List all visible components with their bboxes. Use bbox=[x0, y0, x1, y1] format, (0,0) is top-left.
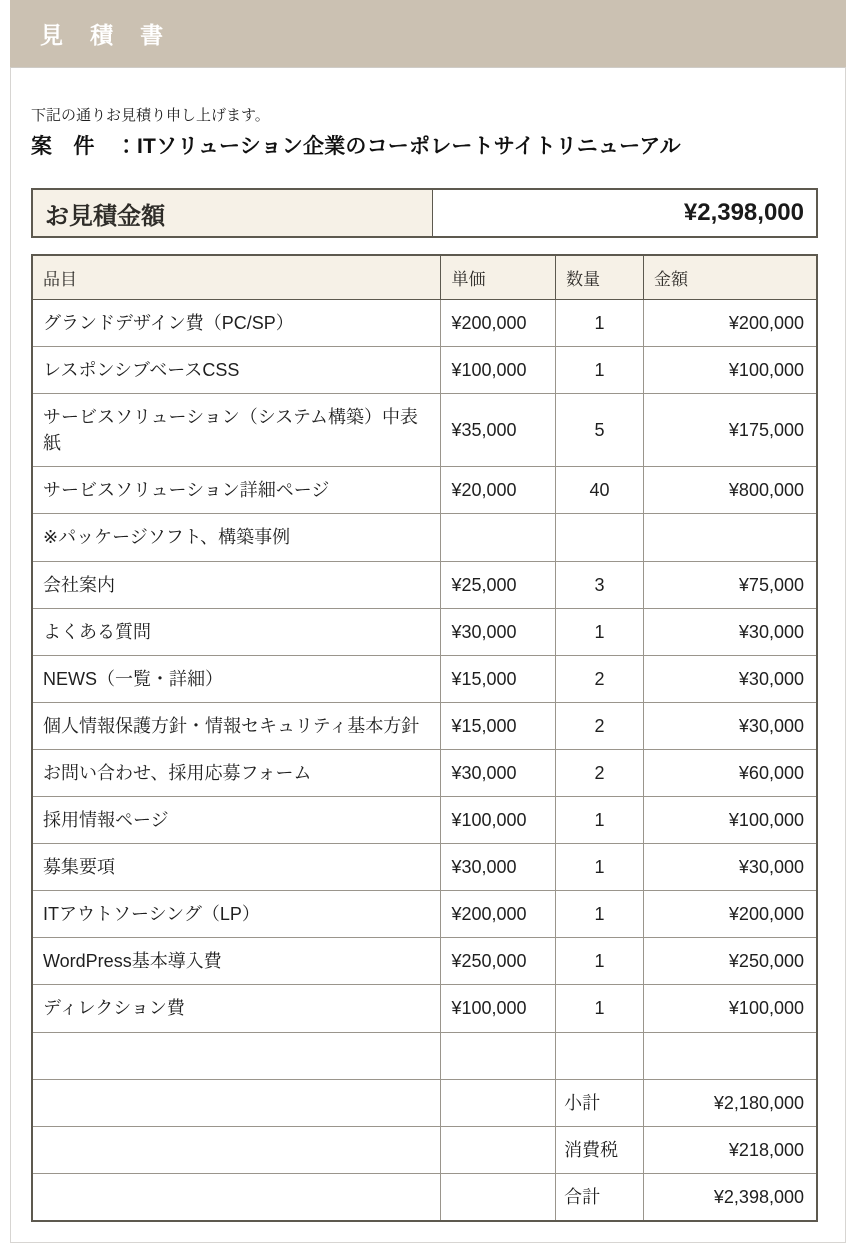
amount-cell: ¥200,000 bbox=[644, 300, 818, 347]
unit-price-cell: ¥20,000 bbox=[441, 467, 556, 514]
unit-price-cell: ¥200,000 bbox=[441, 891, 556, 938]
amount-cell: ¥200,000 bbox=[644, 891, 818, 938]
table-row bbox=[32, 749, 817, 796]
item-name-cell: レスポンシブベースCSS bbox=[32, 347, 441, 394]
table-row bbox=[32, 891, 817, 938]
estimate-amount-row bbox=[32, 189, 817, 237]
table-row bbox=[32, 514, 817, 561]
item-name-cell: 会社案内 bbox=[32, 561, 441, 608]
column-header-amount: 金額 bbox=[644, 255, 818, 300]
item-name-cell: グランドデザイン費（PC/SP） bbox=[32, 300, 441, 347]
quantity-cell: 5 bbox=[556, 394, 644, 467]
table-row bbox=[32, 938, 817, 985]
item-name-cell: ディレクション費 bbox=[32, 985, 441, 1032]
quantity-cell: 1 bbox=[556, 938, 644, 985]
item-name-cell: 個人情報保護方針・情報セキュリティ基本方針 bbox=[32, 702, 441, 749]
amount-cell: ¥250,000 bbox=[644, 938, 818, 985]
unit-price-cell: ¥100,000 bbox=[441, 985, 556, 1032]
unit-price-cell bbox=[441, 514, 556, 561]
unit-price-cell: ¥250,000 bbox=[441, 938, 556, 985]
subject-line: 案 件 ：ITソリューション企業のコーポレートサイトリニューアル bbox=[31, 135, 681, 158]
unit-price-cell: ¥15,000 bbox=[441, 655, 556, 702]
unit-price-cell: ¥25,000 bbox=[441, 561, 556, 608]
amount-cell: ¥30,000 bbox=[644, 844, 818, 891]
item-name-cell: WordPress基本導入費 bbox=[32, 938, 441, 985]
unit-price-cell: ¥35,000 bbox=[441, 394, 556, 467]
quantity-cell: 1 bbox=[556, 844, 644, 891]
quantity-cell bbox=[556, 514, 644, 561]
table-row bbox=[32, 1032, 817, 1079]
document-card bbox=[10, 67, 846, 1243]
quantity-cell: 2 bbox=[556, 749, 644, 796]
table-row bbox=[32, 1126, 817, 1173]
item-name-cell bbox=[32, 1173, 441, 1221]
item-name-cell: 採用情報ページ bbox=[32, 797, 441, 844]
quantity-cell: 1 bbox=[556, 608, 644, 655]
unit-price-cell: ¥15,000 bbox=[441, 702, 556, 749]
column-header-qty: 数量 bbox=[556, 255, 644, 300]
line-items-table bbox=[31, 254, 818, 1222]
unit-price-cell bbox=[441, 1173, 556, 1221]
table-row bbox=[32, 394, 817, 467]
amount-cell: ¥30,000 bbox=[644, 655, 818, 702]
unit-price-cell bbox=[441, 1079, 556, 1126]
quantity-cell: 消費税 bbox=[556, 1126, 644, 1173]
unit-price-cell bbox=[441, 1032, 556, 1079]
unit-price-cell: ¥200,000 bbox=[441, 300, 556, 347]
amount-cell bbox=[644, 514, 818, 561]
quantity-cell: 小計 bbox=[556, 1079, 644, 1126]
unit-price-cell: ¥100,000 bbox=[441, 347, 556, 394]
quantity-cell bbox=[556, 1032, 644, 1079]
table-row bbox=[32, 655, 817, 702]
table-row bbox=[32, 608, 817, 655]
amount-cell: ¥100,000 bbox=[644, 347, 818, 394]
item-name-cell: 募集要項 bbox=[32, 844, 441, 891]
table-row bbox=[32, 561, 817, 608]
amount-cell: ¥75,000 bbox=[644, 561, 818, 608]
column-header-item: 品目 bbox=[32, 255, 441, 300]
quantity-cell: 1 bbox=[556, 985, 644, 1032]
quantity-cell: 3 bbox=[556, 561, 644, 608]
unit-price-cell: ¥100,000 bbox=[441, 797, 556, 844]
quantity-cell: 1 bbox=[556, 347, 644, 394]
quantity-cell: 1 bbox=[556, 797, 644, 844]
table-row bbox=[32, 347, 817, 394]
amount-cell: ¥2,180,000 bbox=[644, 1079, 818, 1126]
greeting-text: 下記の通りお見積り申し上げます。 bbox=[31, 107, 270, 124]
item-name-cell: お問い合わせ、採用応募フォーム bbox=[32, 749, 441, 796]
quantity-cell: 1 bbox=[556, 891, 644, 938]
table-row bbox=[32, 467, 817, 514]
quantity-cell: 合計 bbox=[556, 1173, 644, 1221]
column-header-unit-price: 単価 bbox=[441, 255, 556, 300]
document-title: 見 積 書 bbox=[40, 22, 174, 48]
amount-cell: ¥100,000 bbox=[644, 797, 818, 844]
item-name-cell: NEWS（一覧・詳細） bbox=[32, 655, 441, 702]
table-row bbox=[32, 1173, 817, 1221]
item-name-cell bbox=[32, 1079, 441, 1126]
amount-cell: ¥100,000 bbox=[644, 985, 818, 1032]
amount-cell: ¥800,000 bbox=[644, 467, 818, 514]
amount-cell bbox=[644, 1032, 818, 1079]
items-header-row bbox=[32, 255, 817, 300]
unit-price-cell: ¥30,000 bbox=[441, 749, 556, 796]
quantity-cell: 2 bbox=[556, 655, 644, 702]
amount-cell: ¥2,398,000 bbox=[644, 1173, 818, 1221]
amount-cell: ¥60,000 bbox=[644, 749, 818, 796]
table-row bbox=[32, 300, 817, 347]
amount-cell: ¥30,000 bbox=[644, 608, 818, 655]
table-row bbox=[32, 702, 817, 749]
estimate-amount-label: お見積金額 bbox=[32, 189, 432, 237]
items-body bbox=[32, 300, 817, 1221]
estimate-amount-table bbox=[31, 188, 818, 238]
item-name-cell: サービスソリューション（システム構築）中表紙 bbox=[32, 394, 441, 467]
unit-price-cell bbox=[441, 1126, 556, 1173]
table-row bbox=[32, 797, 817, 844]
document-title-bar bbox=[10, 0, 846, 67]
unit-price-cell: ¥30,000 bbox=[441, 608, 556, 655]
item-name-cell bbox=[32, 1126, 441, 1173]
quantity-cell: 2 bbox=[556, 702, 644, 749]
item-name-cell: ITアウトソーシング（LP） bbox=[32, 891, 441, 938]
amount-cell: ¥218,000 bbox=[644, 1126, 818, 1173]
unit-price-cell: ¥30,000 bbox=[441, 844, 556, 891]
item-name-cell: よくある質問 bbox=[32, 608, 441, 655]
item-name-cell: サービスソリューション詳細ページ bbox=[32, 467, 441, 514]
table-row bbox=[32, 844, 817, 891]
amount-cell: ¥30,000 bbox=[644, 702, 818, 749]
table-row bbox=[32, 985, 817, 1032]
quantity-cell: 40 bbox=[556, 467, 644, 514]
quantity-cell: 1 bbox=[556, 300, 644, 347]
item-name-cell bbox=[32, 1032, 441, 1079]
amount-cell: ¥175,000 bbox=[644, 394, 818, 467]
item-name-cell: ※パッケージソフト、構築事例 bbox=[32, 514, 441, 561]
estimate-amount-value: ¥2,398,000 bbox=[432, 189, 817, 237]
table-row bbox=[32, 1079, 817, 1126]
